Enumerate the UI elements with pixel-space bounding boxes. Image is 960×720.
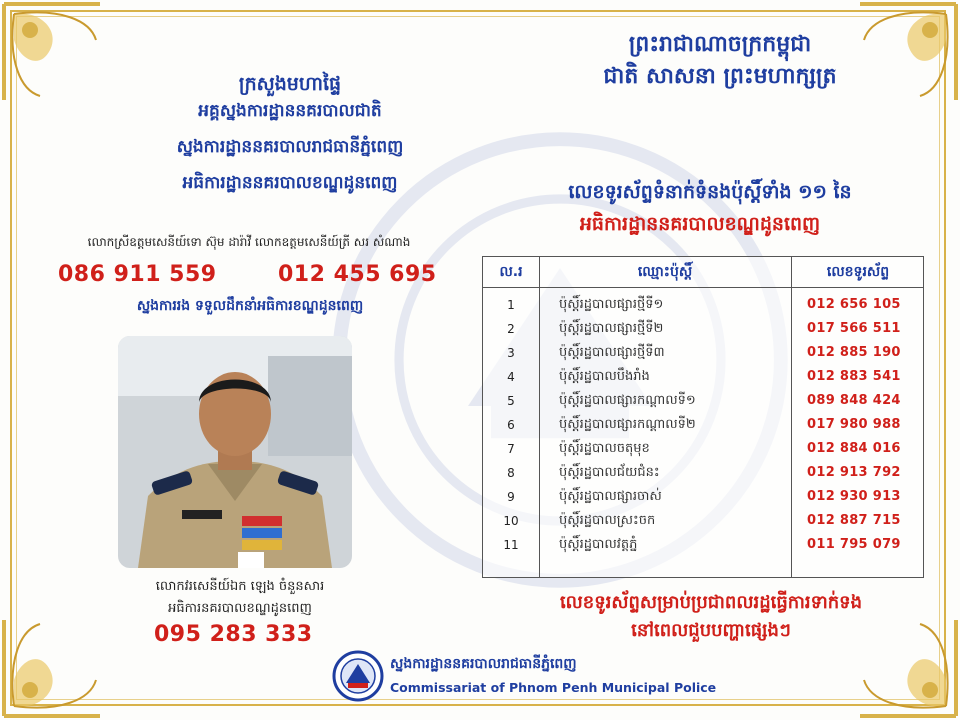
post-name: ប៉ុស្តិ៍រដ្ឋបាលស្រះចក bbox=[559, 513, 656, 528]
table-row bbox=[483, 341, 923, 365]
table-row bbox=[483, 437, 923, 461]
kingdom-title: ព្រះរាជាណាចក្រកម្ពុជា bbox=[628, 32, 812, 57]
row-number: 10 bbox=[503, 514, 519, 528]
footer-note-line1: លេខទូរស័ព្ទសម្រាប់ប្រជាពលរដ្ឋធ្វើការទាក់ទង bbox=[559, 592, 863, 613]
table-body bbox=[483, 293, 923, 557]
row-number: 11 bbox=[503, 538, 519, 552]
row-number: 1 bbox=[507, 298, 515, 312]
post-phone: 011 795 079 bbox=[807, 537, 901, 552]
post-name: ប៉ុស្តិ៍រដ្ឋបាលវត្តភ្នំ bbox=[559, 537, 638, 552]
post-phone: 012 930 913 bbox=[807, 489, 901, 504]
post-name: ប៉ុស្តិ៍រដ្ឋបាលផ្សារថ្មីទី១ bbox=[559, 297, 664, 312]
ornament-corner-icon bbox=[0, 0, 110, 110]
national-motto: ជាតិ សាសនា ព្រះមហាក្សត្រ bbox=[603, 64, 837, 89]
post-name: ប៉ុស្តិ៍រដ្ឋបាលផ្សារកណ្ដាលទី២ bbox=[559, 417, 696, 432]
deputy-names: លោកស្រីឧត្តមសេនីយ៍ទោ ស៊ុម ដារ៉ាវី លោកឧត្តមសេនីយ៍ត្រី សរ សំណាង bbox=[87, 235, 411, 249]
row-number: 3 bbox=[507, 346, 515, 360]
general-commissariat-title: អគ្គស្នងការដ្ឋាននគរបាលជាតិ bbox=[198, 101, 382, 121]
row-number: 9 bbox=[507, 490, 515, 504]
post-contacts-table bbox=[482, 256, 924, 578]
officer-phone: 095 283 333 bbox=[154, 622, 313, 647]
table-row bbox=[483, 485, 923, 509]
post-phone: 017 980 988 bbox=[807, 417, 901, 432]
table-header bbox=[483, 257, 923, 288]
post-phone: 012 885 190 bbox=[807, 345, 901, 360]
post-name: ប៉ុស្តិ៍រដ្ឋបាលបឹងរាំង bbox=[559, 369, 650, 384]
table-row bbox=[483, 413, 923, 437]
post-phone: 012 656 105 bbox=[807, 297, 901, 312]
header-no: ល.រ bbox=[499, 264, 523, 280]
post-name: ប៉ុស្តិ៍រដ្ឋបាលផ្សារកណ្ដាលទី១ bbox=[559, 393, 696, 408]
table-row bbox=[483, 461, 923, 485]
pp-commissariat-title: ស្នងការដ្ឋាននគរបាលរាជធានីភ្នំពេញ bbox=[176, 137, 404, 157]
table-row bbox=[483, 389, 923, 413]
post-phone: 017 566 511 bbox=[807, 321, 901, 336]
police-emblem-icon bbox=[332, 650, 384, 702]
post-name: ប៉ុស្តិ៍រដ្ឋបាលចតុមុខ bbox=[559, 441, 650, 456]
table-subtitle: លេខទូរស័ព្ទទំនាក់ទំនងប៉ុស្តិ៍ទាំង ១១ នៃ bbox=[568, 181, 852, 203]
post-name: ប៉ុស្តិ៍រដ្ឋបាលផ្សារចាស់ bbox=[559, 489, 662, 504]
deputy-phone-2: 012 455 695 bbox=[278, 262, 437, 287]
brand-english: Commissariat of Phnom Penh Municipal Police bbox=[390, 680, 717, 695]
row-number: 5 bbox=[507, 394, 515, 408]
table-row bbox=[483, 365, 923, 389]
post-phone: 012 913 792 bbox=[807, 465, 901, 480]
post-name: ប៉ុស្តិ៍រដ្ឋបាលជ័យជំនះ bbox=[559, 465, 660, 480]
post-name: ប៉ុស្តិ៍រដ្ឋបាលផ្សារថ្មីទី២ bbox=[559, 321, 664, 336]
post-phone: 012 884 016 bbox=[807, 441, 901, 456]
post-name: ប៉ុស្តិ៍រដ្ឋបាលផ្សារថ្មីទី៣ bbox=[559, 345, 665, 360]
header-phone: លេខទូរស័ព្ទ bbox=[826, 264, 890, 280]
post-phone: 089 848 424 bbox=[807, 393, 901, 408]
officer-photo bbox=[118, 336, 352, 568]
table-row bbox=[483, 317, 923, 341]
table-subtitle-2: អធិការដ្ឋាននគរបាលខណ្ឌដូនពេញ bbox=[579, 213, 821, 235]
post-phone: 012 883 541 bbox=[807, 369, 901, 384]
deputy-phone-1: 086 911 559 bbox=[58, 262, 217, 287]
row-number: 6 bbox=[507, 418, 515, 432]
footer-note-line2: នៅពេលជួបបញ្ហាផ្សេងៗ bbox=[631, 620, 791, 641]
header-name: ឈ្មោះប៉ុស្តិ៍ bbox=[637, 264, 693, 280]
officer-role: អធិការនគរបាលខណ្ឌដូនពេញ bbox=[168, 601, 312, 616]
officer-name: លោកវរសេនីយ៍ឯក ឡេង ចំនួនសារ bbox=[155, 579, 325, 594]
table-row bbox=[483, 293, 923, 317]
brand-khmer: ស្នងការដ្ឋាននគរបាលរាជធានីភ្នំពេញ bbox=[390, 656, 577, 672]
row-number: 2 bbox=[507, 322, 515, 336]
row-number: 8 bbox=[507, 466, 515, 480]
row-number: 7 bbox=[507, 442, 515, 456]
ministry-title: ក្រសួងមហាផ្ទៃ bbox=[238, 73, 342, 95]
table-row bbox=[483, 509, 923, 533]
ornament-corner-icon bbox=[0, 610, 110, 720]
row-number: 4 bbox=[507, 370, 515, 384]
deputy-role: ស្នងការរង ទទួលដឹកនាំអធិការខណ្ឌដូនពេញ bbox=[136, 298, 364, 314]
inspectorate-title: អធិការដ្ឋាននគរបាលខណ្ឌដូនពេញ bbox=[182, 173, 398, 193]
table-row bbox=[483, 533, 923, 557]
post-phone: 012 887 715 bbox=[807, 513, 901, 528]
